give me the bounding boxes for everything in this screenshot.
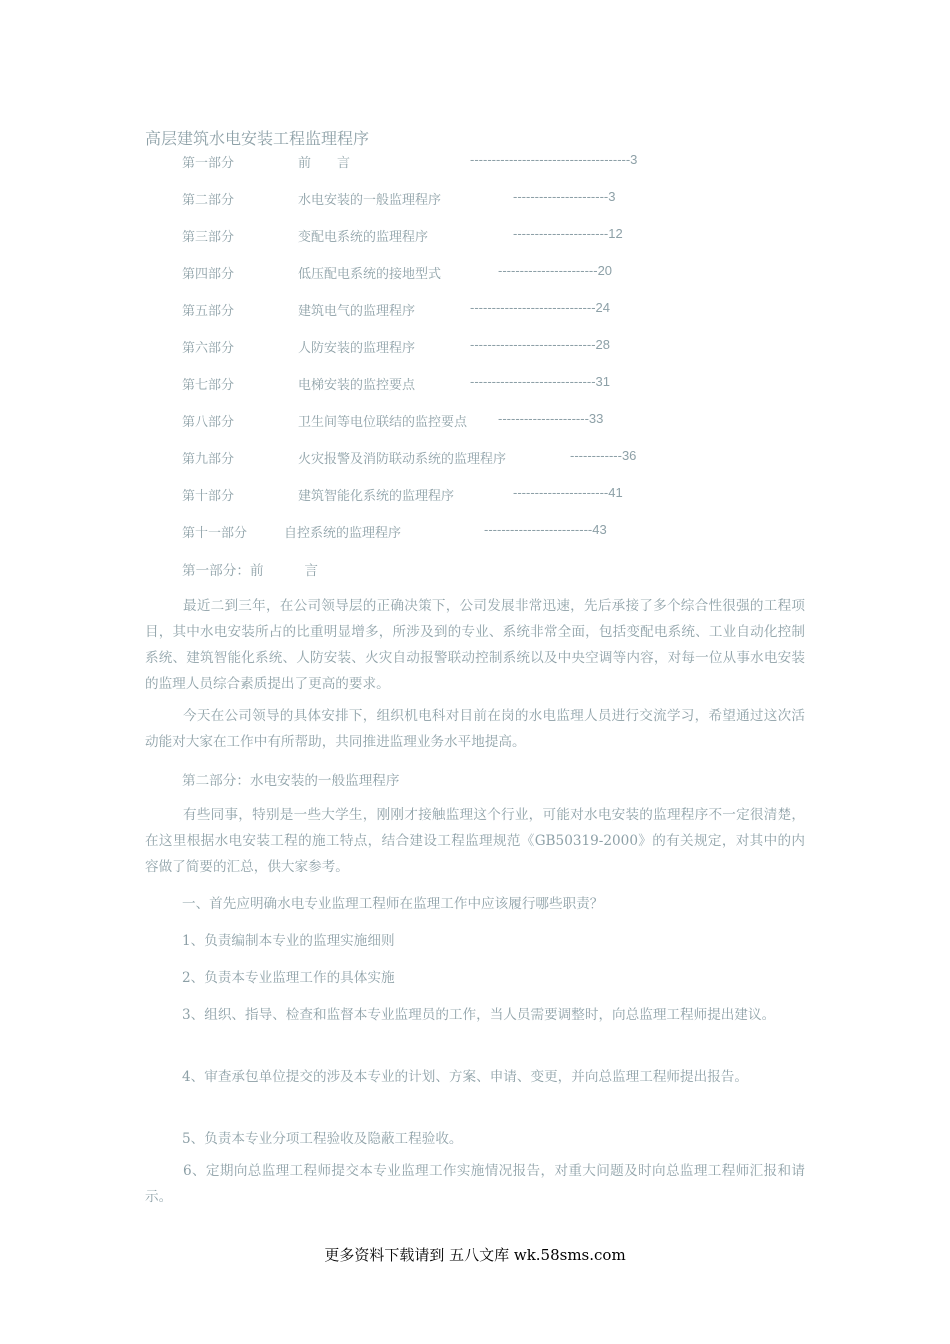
toc-name: 自控系统的监理程序 bbox=[284, 526, 402, 541]
toc-name: 电梯安装的监控要点 bbox=[298, 378, 416, 393]
paragraph: 有些同事，特别是一些大学生，刚刚才接触监理这个行业，可能对水电安装的监理程序不一定很清楚，在这里根据水电安装工程的施工特点，结合建设工程监理规范《GB50319-2000》的有关规定，对其中的内容做了简要的汇总，供大家参考。 bbox=[145, 807, 805, 875]
toc-part: 第二部分 bbox=[182, 193, 235, 208]
toc-row bbox=[0, 374, 950, 396]
question-line: 一、首先应明确水电专业监理工程师在监理工作中应该履行哪些职责？ bbox=[182, 896, 604, 912]
toc-row bbox=[0, 263, 950, 285]
toc-leader: ----------------------3 bbox=[513, 189, 616, 204]
toc-part: 第九部分 bbox=[182, 452, 235, 467]
toc-leader: ------------36 bbox=[570, 448, 637, 463]
toc-part: 第四部分 bbox=[182, 267, 235, 282]
toc-row bbox=[0, 152, 950, 174]
toc-row bbox=[0, 189, 950, 211]
toc-leader: -----------------------------28 bbox=[470, 337, 611, 352]
toc-part: 第三部分 bbox=[182, 230, 235, 245]
section-heading: 第一部分：前 言 bbox=[182, 563, 318, 579]
section-heading: 第二部分：水电安装的一般监理程序 bbox=[182, 773, 400, 789]
toc-part: 第五部分 bbox=[182, 304, 235, 319]
toc-name: 变配电系统的监理程序 bbox=[298, 230, 429, 245]
duty-item: 5、负责本专业分项工程验收及隐蔽工程验收。 bbox=[182, 1131, 463, 1147]
toc-leader: ----------------------41 bbox=[513, 485, 623, 500]
toc-name: 水电安装的一般监理程序 bbox=[298, 193, 442, 208]
duty-item: 2、负责本专业监理工作的具体实施 bbox=[182, 970, 395, 986]
toc-part: 第六部分 bbox=[182, 341, 235, 356]
toc-row bbox=[0, 226, 950, 248]
toc-name: 前 言 bbox=[298, 156, 351, 171]
toc-part: 第一部分 bbox=[182, 156, 235, 171]
toc-row bbox=[0, 522, 950, 544]
toc-leader: -----------------------------24 bbox=[470, 300, 611, 315]
toc-row bbox=[0, 485, 950, 507]
duty-item: 4、审查承包单位提交的涉及本专业的计划、方案、申请、变更，并向总监理工程师提出报告。 bbox=[182, 1069, 748, 1085]
duty-item: 1、负责编制本专业的监理实施细则 bbox=[182, 933, 395, 949]
toc-name: 建筑电气的监理程序 bbox=[298, 304, 416, 319]
toc-leader: ---------------------33 bbox=[498, 411, 604, 426]
toc-part: 第十部分 bbox=[182, 489, 235, 504]
toc-name: 建筑智能化系统的监理程序 bbox=[298, 489, 455, 504]
toc-part: 第十一部分 bbox=[182, 526, 248, 541]
toc-row bbox=[0, 300, 950, 322]
toc-name: 卫生间等电位联结的监控要点 bbox=[298, 415, 468, 430]
toc-name: 低压配电系统的接地型式 bbox=[298, 267, 442, 282]
toc-leader: -------------------------------------3 bbox=[470, 152, 638, 167]
toc-part: 第七部分 bbox=[182, 378, 235, 393]
toc-name: 火灾报警及消防联动系统的监理程序 bbox=[298, 452, 507, 467]
toc-leader: ----------------------12 bbox=[513, 226, 623, 241]
toc-row bbox=[0, 411, 950, 433]
paragraph: 今天在公司领导的具体安排下，组织机电科对目前在岗的水电监理人员进行交流学习，希望通过这次活动能对大家在工作中有所帮助，共同推进监理业务水平地提高。 bbox=[145, 708, 805, 750]
toc-leader: -----------------------------31 bbox=[470, 374, 611, 389]
toc-leader: -----------------------20 bbox=[498, 263, 613, 278]
document-title: 高层建筑水电安装工程监理程序 bbox=[145, 129, 370, 148]
toc-row bbox=[0, 448, 950, 470]
toc-leader: -------------------------43 bbox=[484, 522, 607, 537]
duty-item: 6、定期向总监理工程师提交本专业监理工作实施情况报告，对重大问题及时向总监理工程师汇报和请示。 bbox=[145, 1163, 805, 1205]
duty-item: 3、组织、指导、检查和监督本专业监理员的工作，当人员需要调整时，向总监理工程师提出建议。 bbox=[182, 1007, 776, 1023]
paragraph: 最近二到三年，在公司领导层的正确决策下，公司发展非常迅速，先后承接了多个综合性很强的工程项目，其中水电安装所占的比重明显增多，所涉及到的专业、系统非常全面，包括变配电系统、工业自动化控制系统、建筑智能化系统、人防安装、火灾自动报警联动控制系统以及中央空调等内容，对每一位从事水电安装的监理人员综合素质提出了更高的要求。 bbox=[145, 598, 805, 692]
footer-download-note: 更多资料下载请到 五八文库 wk.58sms.com bbox=[324, 1246, 626, 1264]
toc-part: 第八部分 bbox=[182, 415, 235, 430]
toc-name: 人防安装的监理程序 bbox=[298, 341, 416, 356]
toc-row bbox=[0, 337, 950, 359]
